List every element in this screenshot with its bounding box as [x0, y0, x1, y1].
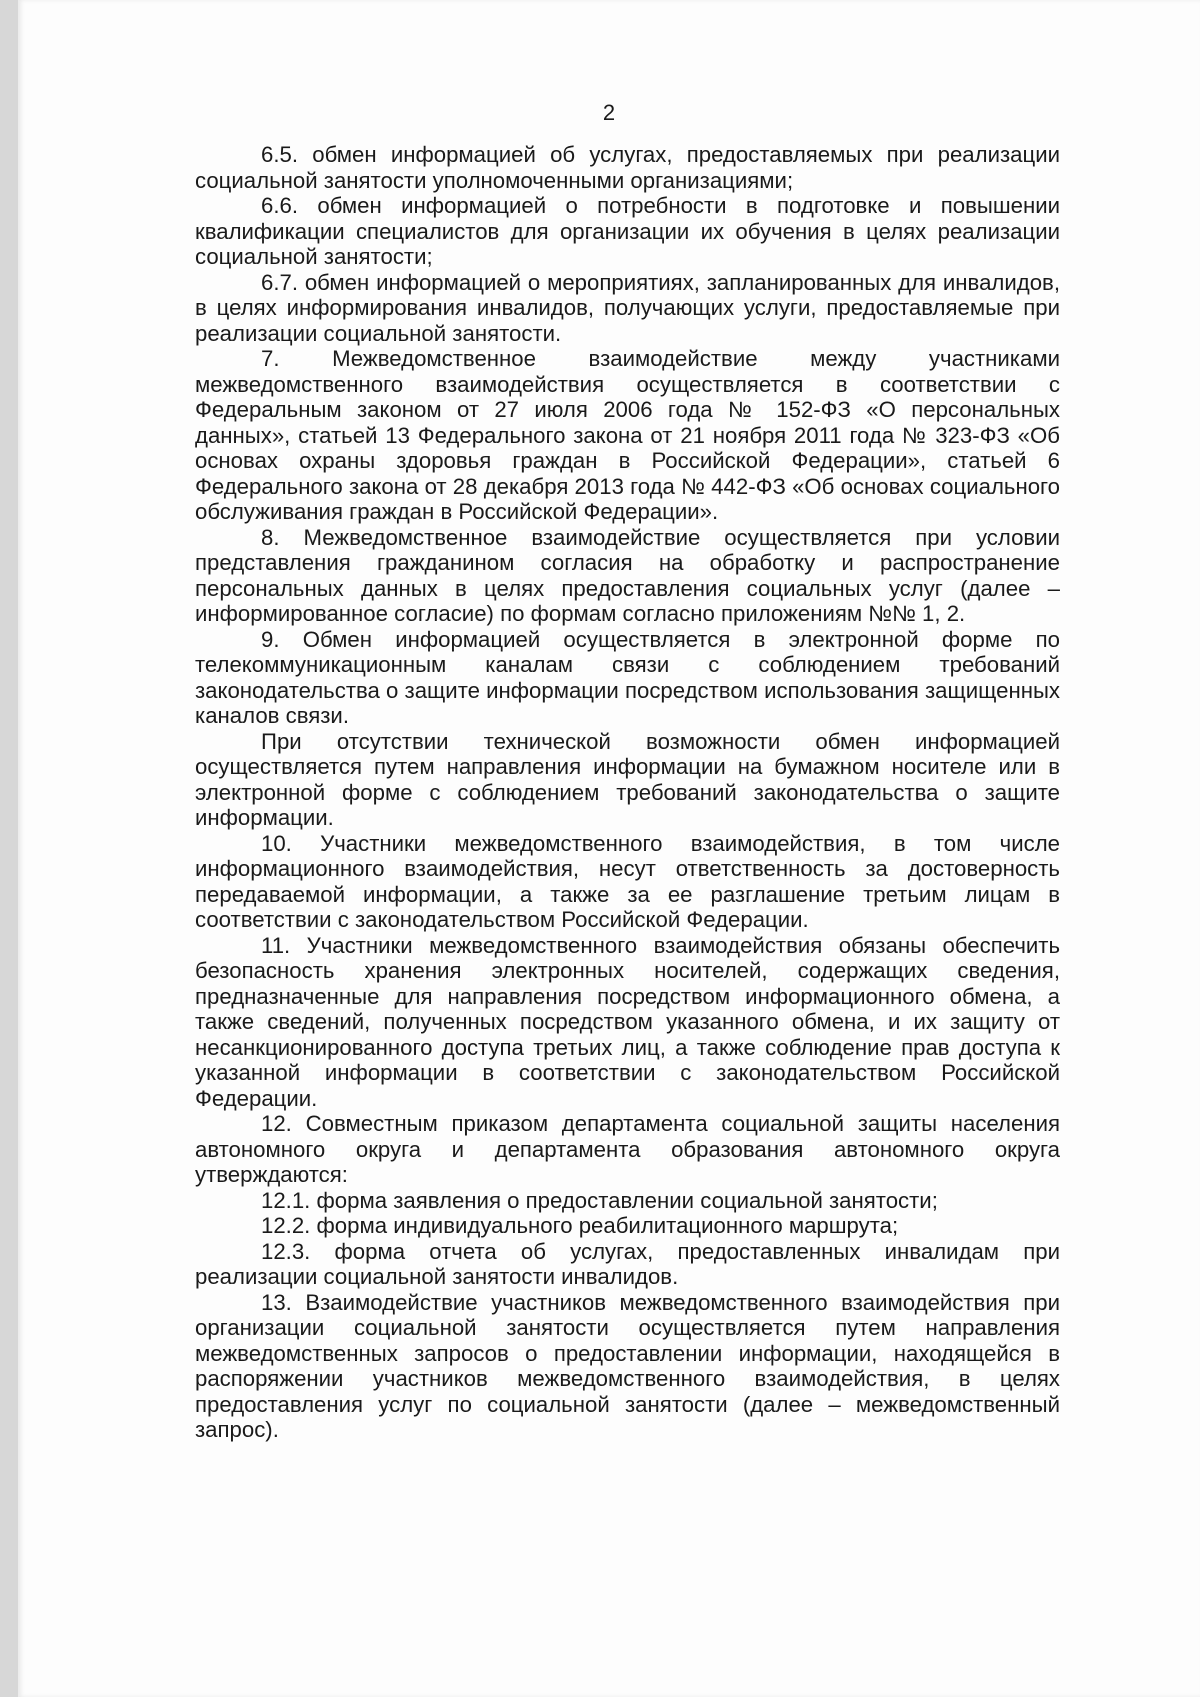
paragraph-7: 7. Межведомственное взаимодействие между участниками межведомственного взаимодействия осуществляется в соответствии с Федеральным законом от 27 июля 2006 года № 152-ФЗ «О персональных данных», статьей 13 Федерального закона от 21 ноября 2011 года № 323-ФЗ «Об основах охраны здоровья граждан в Российской Федерации», статьей 6 Федерального закона от 28 декабря 2013 года № 442-ФЗ «Об основах социального обслуживания граждан в Российской Федерации». [195, 346, 1060, 524]
paragraph-11: 11. Участники межведомственного взаимодействия обязаны обеспечить безопасность хранения электронных носителей, содержащих сведения, предназначенные для направления посредством информационного обмена, а также сведений, полученных посредством указанного обмена, и их защиту от несанкционированного доступа третьих лиц, а также соблюдение прав доступа к указанной информации в соответствии с законодательством Российской Федерации. [195, 932, 1060, 1111]
paragraph-13: 13. Взаимодействие участников межведомственного взаимодействия при организации социальной занятости осуществляется путем направления межведомственных запросов о предоставлении информации, находящейся в распоряжении участников межведомственного взаимодействия, в целях предоставления услуг по социальной занятости (далее – межведомственный запрос). [195, 1289, 1060, 1442]
paragraph-12: 12. Совместным приказом департамента социальной защиты населения автономного округа и департамента образования автономного округа утверждаются: [195, 1111, 1060, 1187]
document-body [195, 142, 1060, 1443]
paragraph-9: 9. Обмен информацией осуществляется в электронной форме по телекоммуникационным каналам связи с соблюдением требований законодательства о защите информации посредством использования защищенных каналов связи. [195, 626, 1060, 728]
paragraph-10: 10. Участники межведомственного взаимодействия, в том числе информационного взаимодействия, несут ответственность за достоверность передаваемой информации, а также за ее разглашение третьим лицам в соответствии с законодательством Российской Федерации. [195, 830, 1060, 932]
paragraph-9-continuation: При отсутствии технической возможности обмен информацией осуществляется путем направления информации на бумажном носителе или в электронной форме с соблюдением требований законодательства о защите информации. [195, 728, 1060, 830]
paragraph-6-7: 6.7. обмен информацией о мероприятиях, запланированных для инвалидов, в целях информирования инвалидов, получающих услуги, предоставляемые при реализации социальной занятости. [195, 269, 1060, 346]
paragraph-8: 8. Межведомственное взаимодействие осуществляется при условии представления гражданином согласия на обработку и распространение персональных данных в целях предоставления социальных услуг (далее – информированное согласие) по формам согласно приложениям №№ 1, 2. [195, 524, 1060, 626]
paragraph-12-2: 12.2. форма индивидуального реабилитационного маршрута; [261, 1213, 899, 1238]
paragraph-12-3: 12.3. форма отчета об услугах, предоставленных инвалидам при реализации социальной занятости инвалидов. [195, 1238, 1060, 1289]
paragraph-6-6: 6.6. обмен информацией о потребности в подготовке и повышении квалификации специалистов для организации их обучения в целях реализации социальной занятости; [195, 193, 1060, 269]
document-page [18, 0, 1200, 1697]
paragraph-12-1: 12.1. форма заявления о предоставлении социальной занятости; [261, 1187, 938, 1213]
page-number: 2 [602, 100, 616, 125]
paragraph-6-5: 6.5. обмен информацией об услугах, предоставляемых при реализации социальной занятости уполномоченными организациями; [195, 142, 1060, 193]
